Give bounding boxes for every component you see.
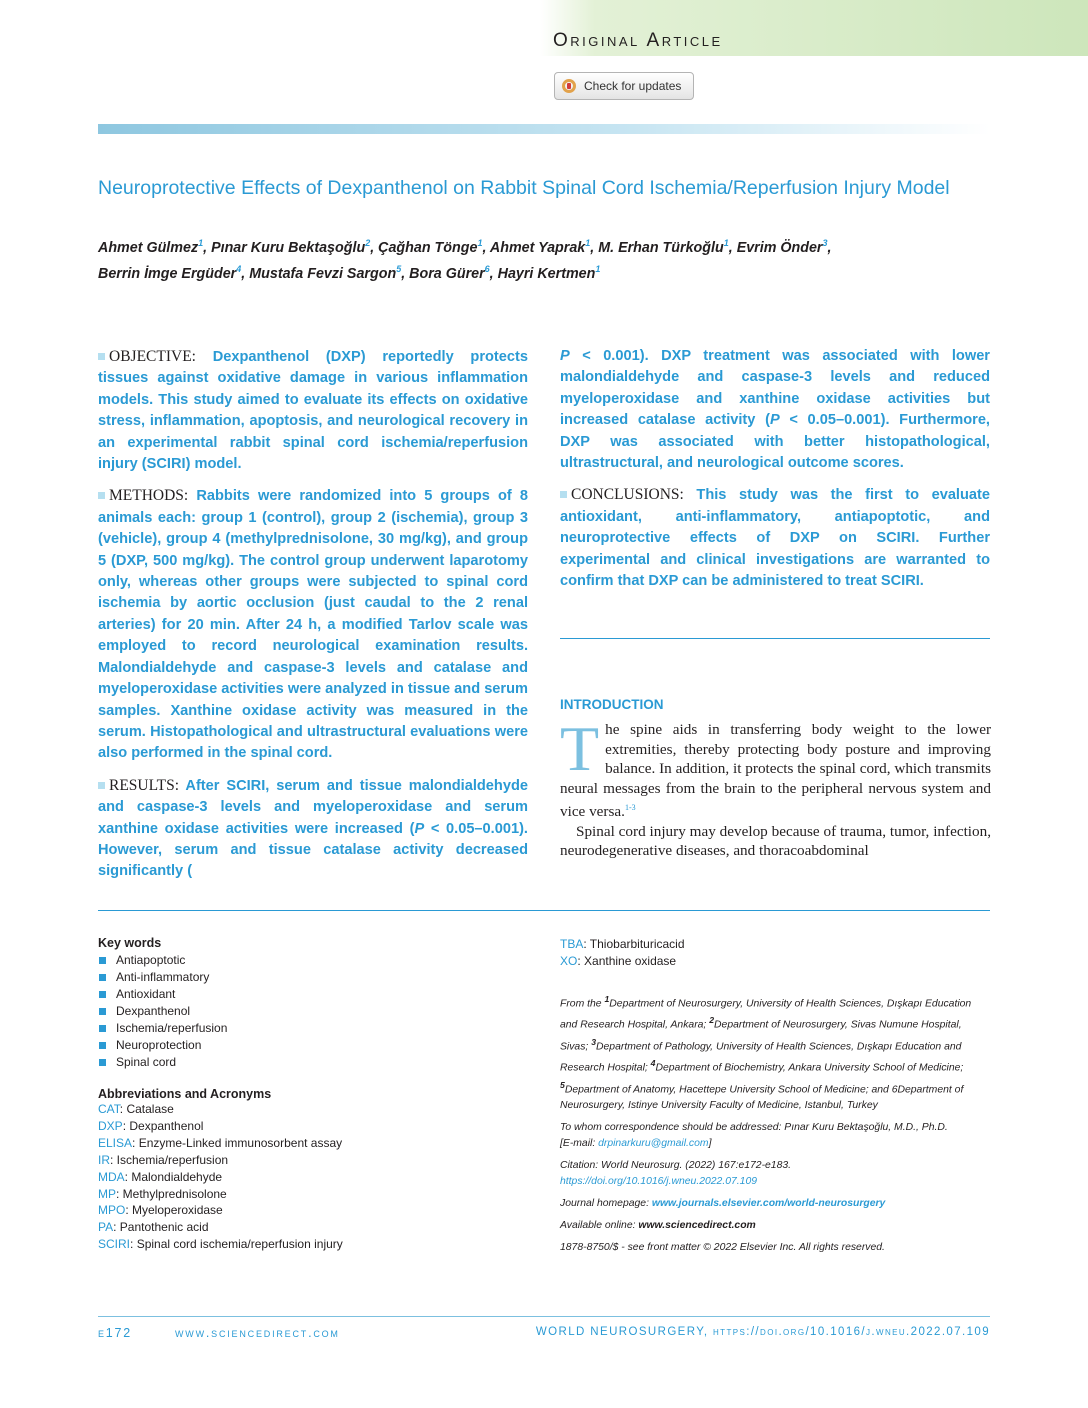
square-bullet-icon [99,957,106,964]
page-number: e172 [98,1326,133,1340]
abbreviation-item: SCIRI: Spinal cord ischemia/reperfusion injury [98,1237,343,1252]
sciencedirect-link[interactable]: www.sciencedirect.com [638,1220,756,1232]
keyword-item: Antiapoptotic [98,952,538,969]
square-bullet-icon [99,1008,106,1015]
author: Mustafa Fevzi Sargon [249,265,397,282]
affiliation-mark: 1 [198,238,204,248]
citation: Citation: World Neurosurg. (2022) 167:e172-e183. https://doi.org/10.1016/j.wneu.2022.07.109 [560,1160,792,1188]
abstract-methods: METHODS: Rabbits were randomized into 5 groups of 8 animals each: group 1 (control), group 2 (ischemia), group 3 (vehicle), group 4 (methylprednisolone, 30 mg/kg), and group 5 (DXP, 500 mg/kg). The control group underwent laparotomy only, whereas other groups were subjected to spinal cord ischemia by aortic occlusion (just caudal to the 2 renal arteries) for 20 min. After 24 h, a modified Tarlov scale was employed to record neurological examination results. Malondialdehyde and caspase-3 levels and catalase and myeloperoxidase activities were analyzed in tissue and serum samples. Xanthine oxidase activity was measured in the serum. Histopathological and ultrastructural evaluations were also performed in the spinal cord. [98,487,528,762]
abbreviation-item: XO: Xanthine oxidase [560,953,677,968]
footer-journal: WORLD NEUROSURGERY, https://doi.org/10.1016/j.wneu.2022.07.109 [535,1326,990,1338]
square-bullet-icon [99,974,106,981]
abbreviation-item: MDA: Malondialdehyde [98,1169,223,1184]
author: Berrin İmge Ergüder [98,265,237,282]
author: Bora Gürer [409,265,485,282]
keyword-item: Ischemia/reperfusion [98,1020,538,1037]
bookmark-icon [562,79,576,93]
author: Pınar Kuru Bektaşoğlu [211,239,366,256]
keyword-item: Anti-inflammatory [98,969,538,986]
introduction-text [560,713,991,861]
homepage-link[interactable]: www.journals.elsevier.com/world-neurosurgery [651,1198,886,1210]
affiliation-mark: 4 [236,263,242,274]
author: Evrim Önder [736,239,823,256]
abstract-results-continued: P < 0.001). DXP treatment was associated with lower malondialdehyde and caspase-3 levels and reduced myeloperoxidase and xanthine oxidase activities but increased catalase activity (P < 0.05–0.001). Furthermore, DXP was associated with better histopathological, ultrastructural, and neurological outcome scores. [560,348,990,472]
abbreviation-item: CAT: Catalase [98,1102,174,1116]
abstract-objective: OBJECTIVE: Dexpanthenol (DXP) reportedly protects tissues against oxidative damage in various inflammation models. This study aimed to evaluate its effects on oxidative stress, inflammation, apoptosis, and neurological recovery in an experimental rabbit spinal cord ischemia/reperfusion injury (SCIRI) model. [98,348,528,473]
square-bullet-icon [98,353,105,360]
journal-homepage: Journal homepage: www.journals.elsevier.com/world-neurosurgery [560,1198,886,1210]
square-bullet-icon [99,991,106,998]
keyword-item: Dexpanthenol [98,1003,538,1020]
abstract-end-rule [560,638,990,639]
abbreviation-item: MP: Methylprednisolone [98,1186,227,1201]
reference-mark[interactable]: 1-3 [624,803,636,812]
copyright: 1878-8750/$ - see front matter © 2022 Elsevier Inc. All rights reserved. [560,1242,885,1254]
author: Çağhan Tönge [378,239,478,256]
abbreviations-block [98,1087,538,1253]
author-list: Ahmet Gülmez$^1$, Pınar Kuru Bektaşoğlu$^2$, Çağhan Tönge$^1$, Ahmet Yaprak$^1$, M. Erhan Türkoğlu$^1$, Evrim Önder$^3$, Berrin İmge Ergüder$^4$, Mustafa Fevzi Sargon$^5$, Bora Gürer$^6$, Hayri Kertmen$^1$ [98,238,832,282]
abstract-conclusions: CONCLUSIONS: This study was the first to evaluate antioxidant, anti-inflammatory, antiapoptotic, and neuroprotective effects of DXP on SCIRI. Further experimental and clinical investigations are warranted to confirm that DXP can be administered to treat SCIRI. [560,486,990,590]
abbreviation-list [98,1101,538,1253]
author: Ahmet Gülmez [98,239,199,256]
abbreviation-item: MPO: Myeloperoxidase [98,1203,223,1218]
check-for-updates-button[interactable] [554,72,694,100]
title-divider-bar [98,124,990,134]
abbreviation-item: PA: Pantothenic acid [98,1220,209,1235]
keyword-item: Spinal cord [98,1054,538,1071]
abstract-left-column [98,346,528,893]
abbreviation-item: ELISA: Enzyme-Linked immunosorbent assay [98,1135,343,1150]
abbreviations-heading: Abbreviations and Acronyms [98,1087,272,1101]
doi-link[interactable]: https://doi.org/10.1016/j.wneu.2022.07.109 [560,1176,757,1188]
intro-paragraph: The spine aids in transferring body weight to the lower extremities, thereby protecting body posture and improving balance. In addition, it protects the spinal cord, which transmits neural messages from the brain to the peripheral nervous system and vice versa.$^{1-3}$ [560,713,991,821]
footer-rule [98,1316,990,1317]
footer-site-link[interactable]: www.sciencedirect.com [175,1326,340,1340]
square-bullet-icon [560,491,567,498]
keyword-item: Neuroprotection [98,1037,538,1054]
abbreviation-list-continued [560,936,990,970]
intro-paragraph: Spinal cord injury may develop because of trauma, tumor, infection, neurodegenerative diseases, and thoracoabdominal [560,822,991,860]
affiliation-mark: 6 [484,263,490,274]
keyword-item: Antioxidant [98,986,538,1003]
drop-cap: T [560,713,600,784]
abstract-right-column [560,346,990,602]
abstract-results: RESULTS: After SCIRI, serum and tissue malondialdehyde and caspase-3 levels and myeloperoxidase and serum xanthine oxidase activities were increased (P < 0.05–0.001). However, serum and tissue catalase activity decreased significantly ( [98,776,528,880]
front-matter-rule [98,910,990,911]
author: Hayri Kertmen [497,265,596,282]
front-matter [560,991,990,1262]
available-online: Available online: www.sciencedirect.com [560,1220,756,1232]
abbreviation-item: IR: Ischemia/reperfusion [98,1152,229,1167]
abbreviation-item: DXP: Dexpanthenol [98,1118,204,1133]
section-label: Original Article [553,30,723,51]
keywords-heading: Key words [98,936,162,950]
abbreviation-item: TBA: Thiobarbituricacid [560,937,685,951]
correspondence: To whom correspondence should be addressed: Pınar Kuru Bektaşoğlu, M.D., Ph.D. [E-mail: drpinarkuru@gmail.com] [560,1122,948,1150]
square-bullet-icon [98,492,105,499]
square-bullet-icon [98,782,105,789]
affiliation-mark: 1 [477,238,483,248]
keywords-block [98,936,538,1071]
affiliation-mark: 5 [396,263,402,274]
email-link[interactable]: drpinarkuru@gmail.com [598,1138,709,1150]
check-for-updates-label: Check for updates [584,79,682,93]
affiliation-mark: 3 [822,238,828,248]
square-bullet-icon [99,1042,106,1049]
introduction-heading: INTRODUCTION [560,697,664,712]
article-title: Neuroprotective Effects of Dexpanthenol on Rabbit Spinal Cord Ischemia/Reperfusion Injury Model [98,177,950,199]
affiliations: From the $^1$Department of Neurosurgery, University of Health Sciences, Dışkapı Education and Research Hospital, Ankara; $^2$Department of Neurosurgery, Sivas Numune Hospital, Sivas; $^3$Department of Pathology, University of Health Sciences, Dışkapı Education and Research Hospital; $^4$Department of Biochemistry, Ankara University School of Medicine; $^5$Department of Anatomy, Hacettepe University School of Medicine; and 6Department of Neurosurgery, Istinye University Faculty of Medicine, Istanbul, Turkey [560,994,972,1112]
author: M. Erhan Türkoğlu [598,239,724,256]
affiliation-mark: 1 [585,238,591,248]
author: Ahmet Yaprak [489,239,586,256]
keywords-list [98,952,538,1071]
square-bullet-icon [99,1025,106,1032]
affiliation-mark: 1 [595,263,601,274]
affiliation-mark: 1 [723,238,729,248]
affiliation-mark: 2 [365,238,371,248]
square-bullet-icon [99,1059,106,1066]
